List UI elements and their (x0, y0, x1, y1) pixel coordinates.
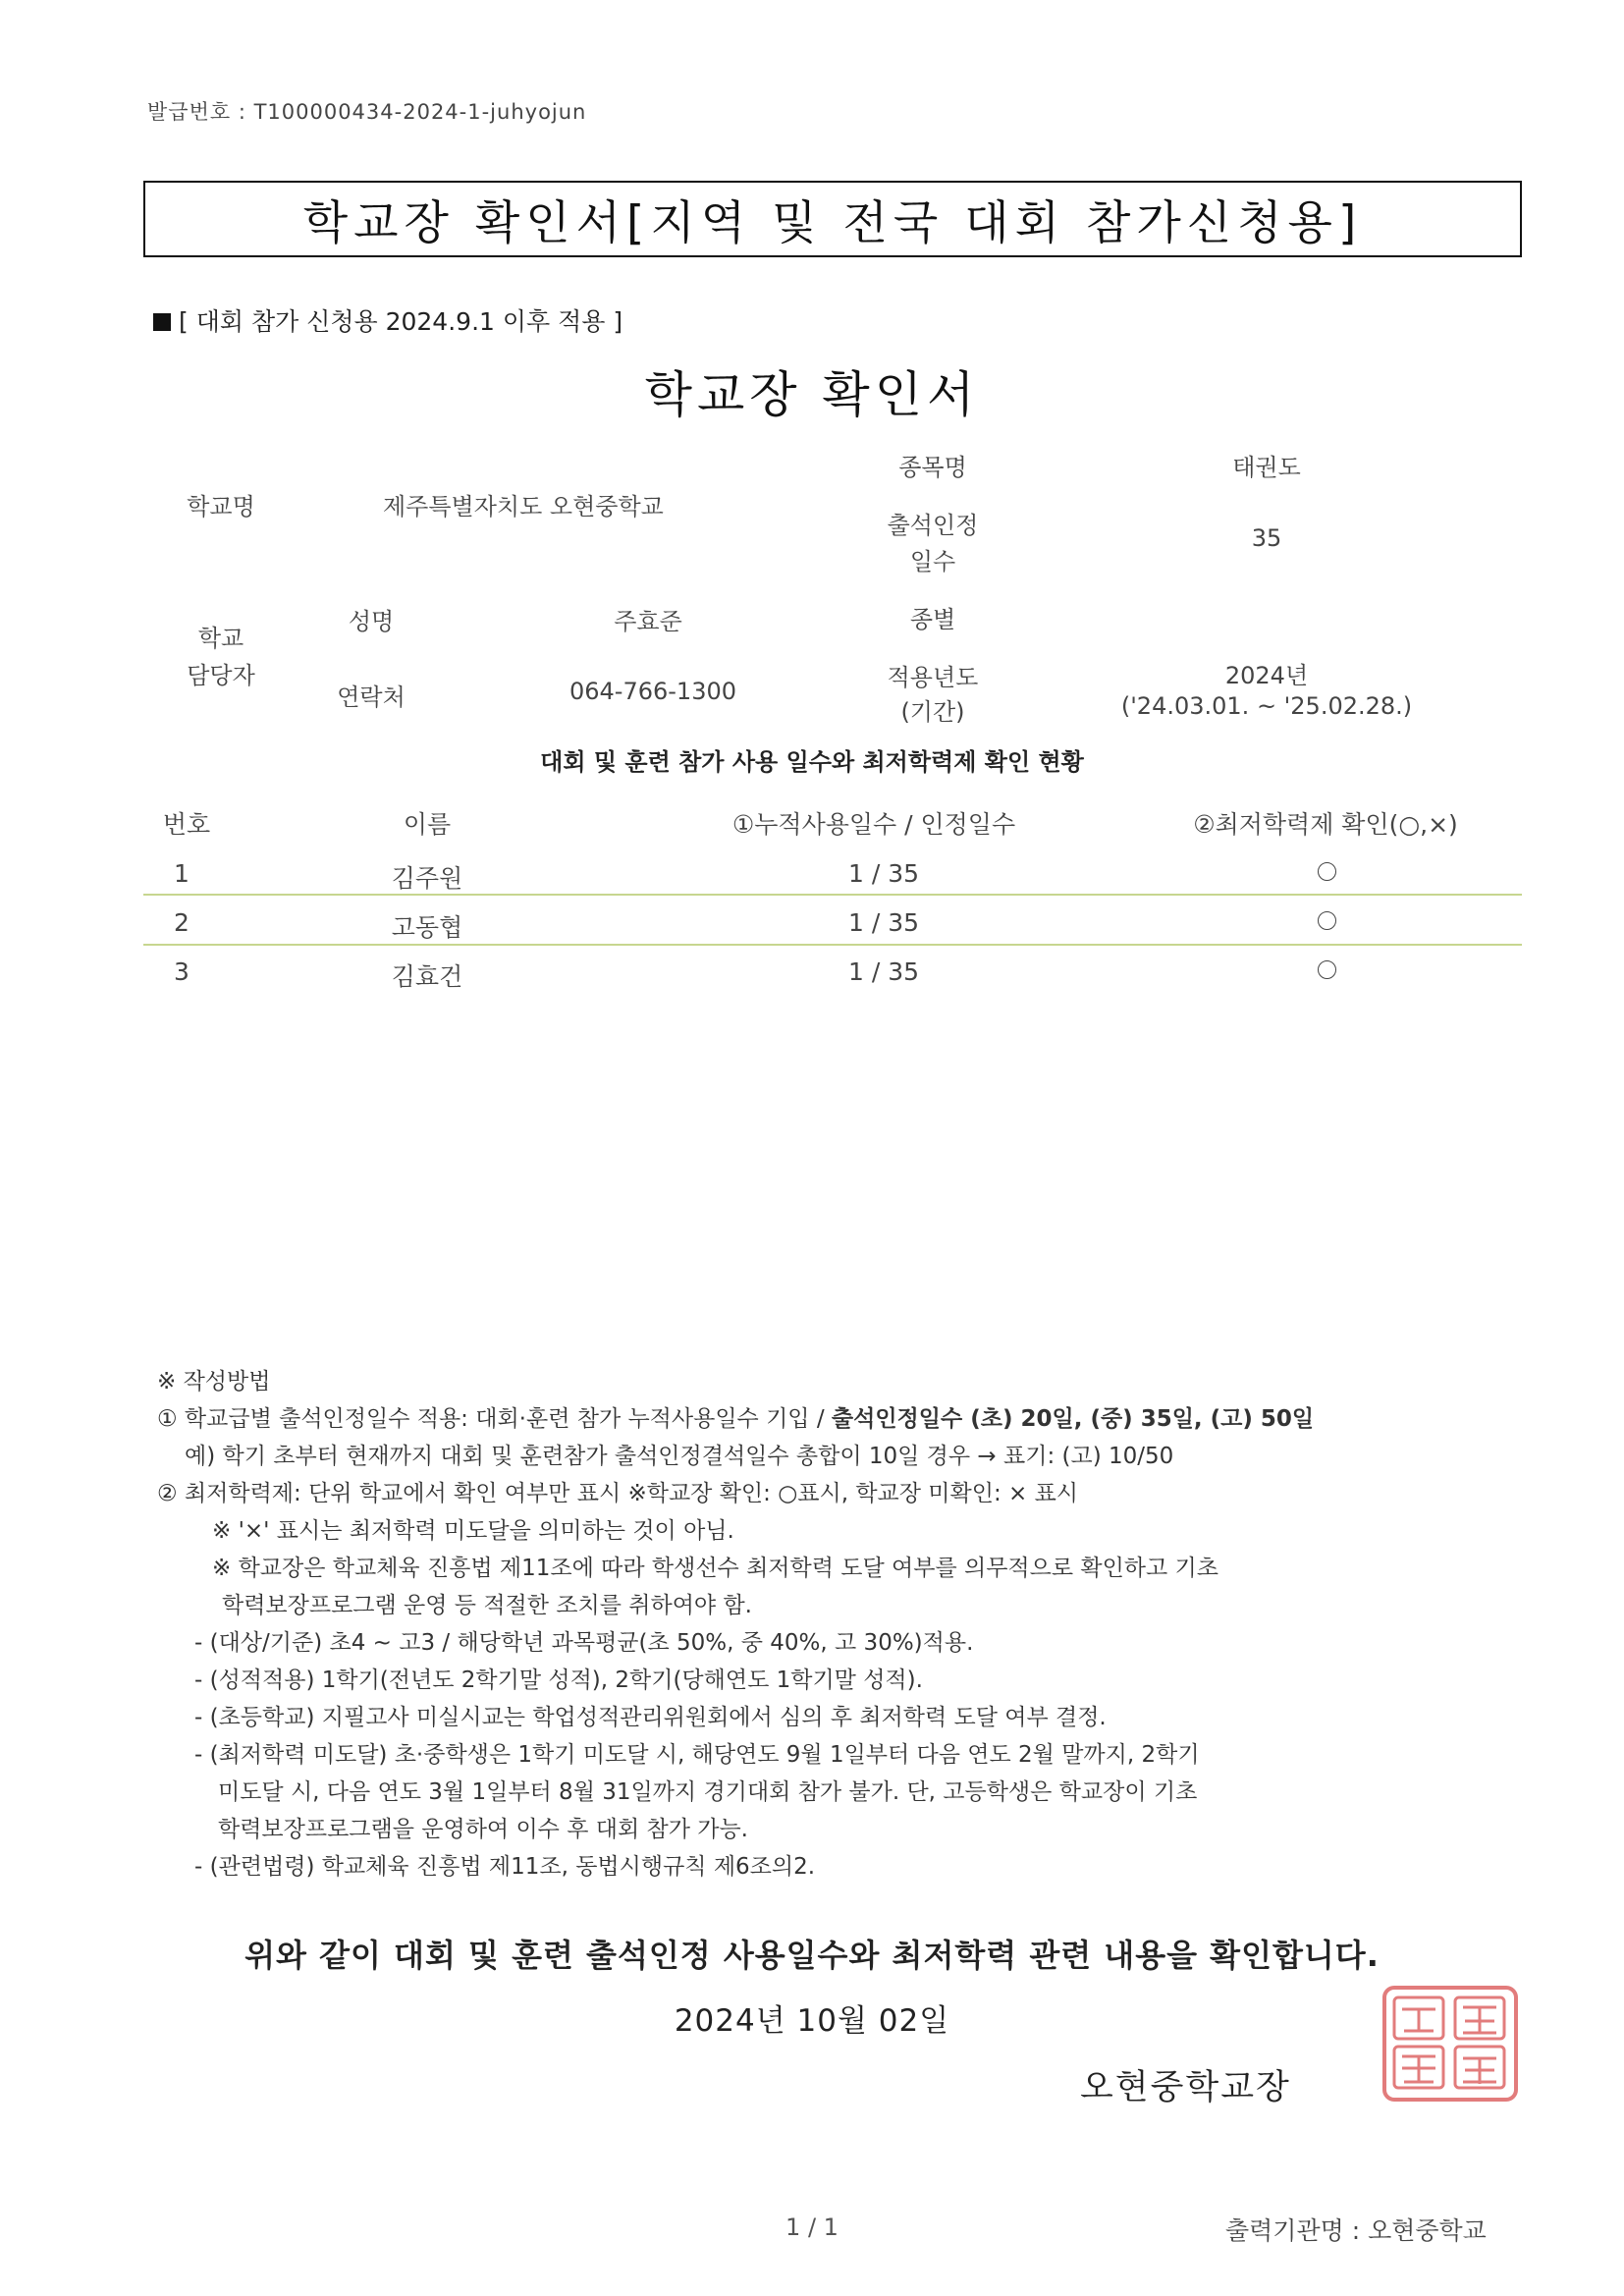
attendance-label-line1: 출석인정 (887, 512, 979, 539)
issue-date: 2024년 10월 02일 (674, 2003, 950, 2039)
note-detail-3: - (초등학교) 지필고사 미실시교는 학업성적관리위원회에서 심의 후 최저학력 도달 여부 결정. (194, 1705, 1107, 1730)
contact-label: 연락처 (337, 683, 406, 711)
table-row-days: 1 / 35 (847, 957, 920, 986)
note-1-example: 예) 학기 초부터 현재까지 대회 및 훈련참가 출석인정결석일수 총합이 10일 경우 → 표기: (고) 10/50 (185, 1444, 1174, 1469)
school-value: 제주특별자치도 오현중학교 (383, 493, 664, 520)
table-header-name: 이름 (403, 810, 452, 839)
note-2: ② 최저학력제: 단위 학교에서 확인 여부만 표시 ※학교장 확인: ○표시, 학교장 미확인: × 표시 (157, 1481, 1079, 1506)
type-label: 종별 (909, 606, 956, 633)
note-1-text: ① 학교급별 출석인정일수 적용: 대회·훈련 참가 누적사용일수 기입 / (157, 1406, 832, 1432)
attendance-label-line2: 일수 (909, 548, 956, 575)
table-row-number: 3 (174, 957, 189, 986)
contact-value: 064-766-1300 (568, 678, 736, 705)
row-divider (143, 894, 1522, 896)
seal-graphic (1386, 1990, 1514, 2098)
table-row-name: 김효건 (391, 962, 463, 991)
circle-check-icon (1318, 862, 1336, 881)
note-1 (157, 1400, 1314, 1438)
event-label: 종목명 (898, 454, 967, 481)
year-label-line1: 적용년도 (887, 664, 979, 691)
table-row-days: 1 / 35 (847, 859, 920, 888)
note-detail-2: - (성적적용) 1학기(전년도 2학기말 성적), 2학기(당해연도 1학기말 성적). (194, 1667, 923, 1693)
writing-instructions (157, 1363, 1314, 1886)
notes-heading: ※ 작성방법 (157, 1369, 271, 1394)
period-value: ('24.03.01. ~ '25.02.28.) (1120, 692, 1413, 720)
issue-number: 발급번호 : T100000434-2024-1-juhyojun (147, 100, 587, 124)
principal-signature: 오현중학교장 (1080, 2068, 1291, 2107)
year-value: 2024년 (1224, 662, 1309, 689)
printed-by: 출력기관명 : 오현중학교 (1225, 2216, 1487, 2245)
year-label-line2: (기간) (900, 698, 965, 726)
manager-label-line2: 담당자 (187, 662, 255, 689)
note-detail-4c: 학력보장프로그램을 운영하여 이수 후 대회 참가 가능. (218, 1817, 748, 1842)
table-row-number: 2 (174, 908, 189, 937)
name-label: 성명 (348, 608, 395, 635)
apply-note-text: [ 대회 참가 신청용 2024.9.1 이후 적용 ] (179, 307, 623, 336)
table-row-name: 김주원 (391, 864, 463, 893)
note-detail-1: - (대상/기준) 초4 ~ 고3 / 해당학년 과목평균(초 50%, 중 40%, 고 30%)적용. (194, 1630, 974, 1656)
note-detail-5: - (관련법령) 학교체육 진흥법 제11조, 동법시행규칙 제6조의2. (194, 1854, 816, 1880)
table-row-number: 1 (174, 859, 189, 888)
school-label: 학교명 (187, 493, 255, 520)
manager-label-line1: 학교 (197, 625, 244, 652)
table-row-days: 1 / 35 (847, 908, 920, 937)
section-title: 대회 및 훈련 참가 사용 일수와 최저학력제 확인 현황 (540, 748, 1084, 776)
name-value: 주효준 (614, 608, 682, 635)
page-number: 1 / 1 (785, 2214, 839, 2241)
circle-check-icon (1318, 911, 1336, 930)
square-bullet-icon (153, 313, 171, 331)
document-subtitle: 학교장 확인서 (644, 366, 980, 423)
table-row-name: 고동협 (391, 913, 463, 942)
row-divider (143, 944, 1522, 946)
note-2-sub2a: ※ 학교장은 학교체육 진흥법 제11조에 따라 학생선수 최저학력 도달 여부를 의무적으로 확인하고 기초 (212, 1556, 1218, 1581)
event-value: 태권도 (1232, 454, 1301, 481)
table-header-check: ②최저학력제 확인(○,×) (1193, 810, 1458, 839)
note-1-bold: 출석인정일수 (초) 20일, (중) 35일, (고) 50일 (831, 1406, 1315, 1432)
table-header-number: 번호 (162, 810, 211, 839)
confirmation-statement: 위와 같이 대회 및 훈련 출석인정 사용일수와 최저학력 관련 내용을 확인합니다. (244, 1937, 1380, 1974)
attendance-value: 35 (1251, 524, 1282, 552)
note-2-sub2b: 학력보장프로그램 운영 등 적절한 조치를 취하여야 함. (222, 1593, 752, 1618)
apply-note (153, 302, 623, 338)
official-seal-stamp (1382, 1986, 1518, 2102)
note-2-sub1: ※ '×' 표시는 최저학력 미도달을 의미하는 것이 아님. (212, 1518, 734, 1544)
table-header-days: ①누적사용일수 / 인정일수 (731, 810, 1016, 839)
note-detail-4b: 미도달 시, 다음 연도 3월 1일부터 8월 31일까지 경기대회 참가 불가. 단, 고등학생은 학교장이 기초 (218, 1779, 1198, 1805)
document-header-title: 학교장 확인서[지역 및 전국 대회 참가신청용] (143, 181, 1522, 257)
circle-check-icon (1318, 960, 1336, 979)
note-detail-4a: - (최저학력 미도달) 초·중학생은 1학기 미도달 시, 해당연도 9월 1일부터 다음 연도 2월 말까지, 2학기 (194, 1742, 1200, 1768)
